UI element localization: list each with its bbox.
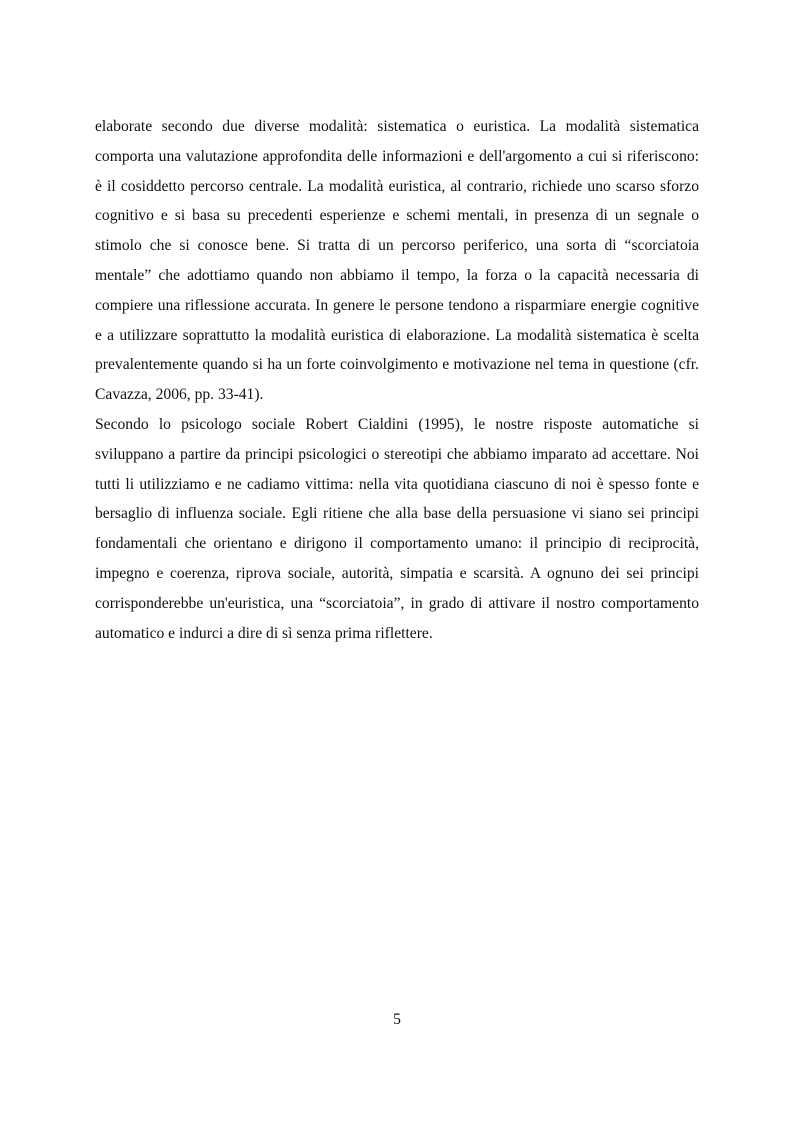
paragraph-cialdini: Secondo lo psicologo sociale Robert Cialdini (1995), le nostre risposte automatiche si sviluppano a partire da principi psicologici o stereotipi che abbiamo imparato ad accettare. Noi tutti li utilizziamo e ne cadiamo vittima: nella vita quotidiana ciascuno di noi è spesso fonte e bersaglio di influenza sociale. Egli ritiene che alla base della persuasione vi siano sei principi fondamentali che orientano e dirigono il comportamento umano: il principio di reciprocità, impegno e coerenza, riprova sociale, autorità, simpatia e scarsità. A ognuno dei sei principi corrisponderebbe un'euristica, una “scorciatoia”, in grado di attivare il nostro comportamento automatico e indurci a dire di sì senza prima riflettere. <box>95 415 699 642</box>
paragraph-dual-process: elaborate secondo due diverse modalità: sistematica o euristica. La modalità sistematica comporta una valutazione approfondita delle informazioni e dell'argomento a cui si riferiscono: è il cosiddetto percorso centrale. La modalità euristica, al contrario, richiede uno scarso sforzo cognitivo e si basa su precedenti esperienze e schemi mentali, in presenza di un segnale o stimolo che si conosce bene. Si tratta di un percorso periferico, una sorta di “scorciatoia mentale” che adottiamo quando non abbiamo il tempo, la forza o la capacità necessaria di compiere una riflessione accurata. In genere le persone tendono a risparmiare energie cognitive e a utilizzare soprattutto la modalità euristica di elaborazione. La modalità sistematica è scelta prevalentemente quando si ha un forte coinvolgimento e motivazione nel tema in questione (cfr. Cavazza, 2006, pp. 33-41). <box>95 118 699 404</box>
page-number: 5 <box>393 1011 401 1028</box>
body-text <box>95 112 699 648</box>
